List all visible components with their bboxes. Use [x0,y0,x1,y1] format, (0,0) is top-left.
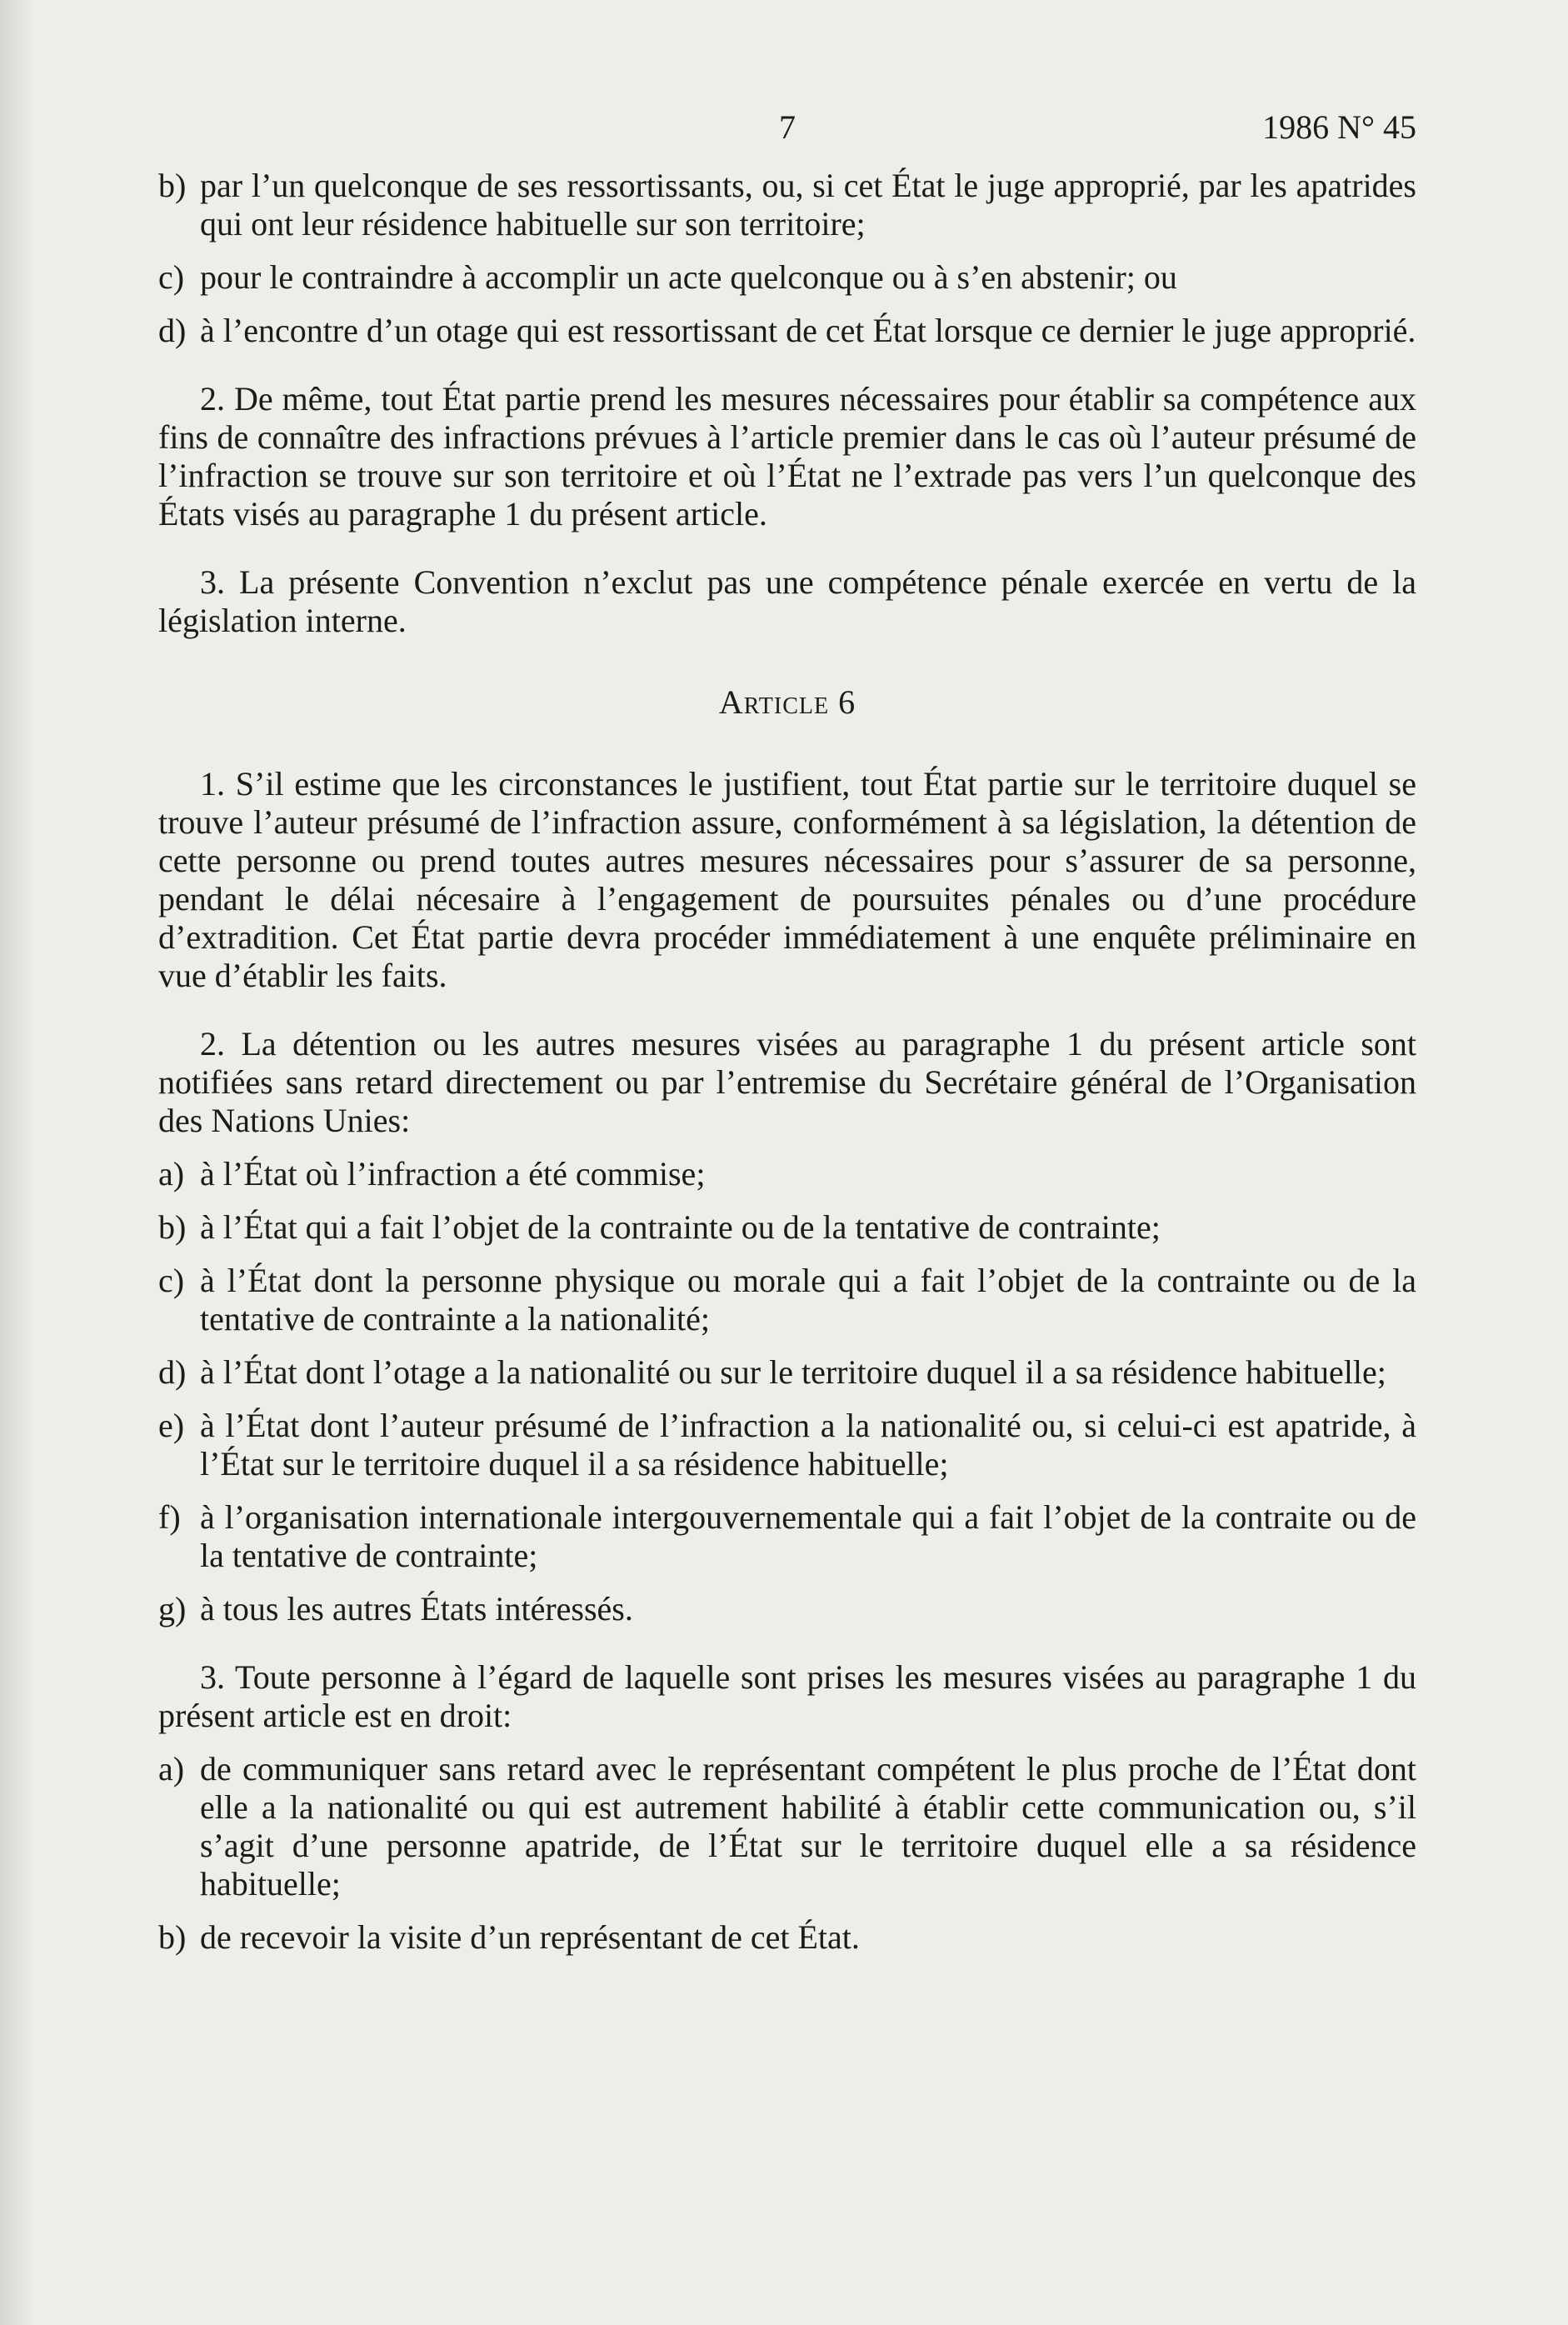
item-text: à l’organisation internationale intergouvernementale qui a fait l’objet de la contraite ou de la tentative de contrainte; [200,1498,1416,1574]
paragraph: 2. La détention ou les autres mesures visées au paragraphe 1 du présent article sont notifiées sans retard directement ou par l’entremise du Secrétaire général de l’Organisation des Nations Unies: [158,1025,1416,1139]
item-label: b) [158,1918,187,1956]
item-label: c) [158,258,185,296]
publication-number: 1986 N° 45 [1262,108,1416,146]
page-number: 7 [779,108,796,146]
item-label: a) [158,1155,185,1192]
list-item [158,1498,1416,1575]
list-item [158,1590,1416,1628]
item-label: f) [158,1498,181,1536]
item-text: à l’encontre d’un otage qui est ressortissant de cet État lorsque ce dernier le juge approprié. [200,312,1416,349]
item-label: d) [158,1353,187,1391]
item-text: pour le contraindre à accomplir un acte quelconque ou à s’en abstenir; ou [200,258,1177,296]
paragraph: 3. La présente Convention n’exclut pas une compétence pénale exercée en vertu de la législation interne. [158,563,1416,639]
list-item [158,1918,1416,1957]
item-label: c) [158,1262,185,1299]
item-label: b) [158,1208,187,1246]
page-header [158,100,1416,167]
paragraph: 1. S’il estime que les circonstances le justifient, tout État partie sur le territoire duquel se trouve l’auteur présumé de l’infraction assure, conformément à sa législation, la détention de cette personne ou prend toutes autres mesures nécessaires pour s’assurer de sa personne, pendant le délai nécesaire à l’engagement de poursuites pénales ou d’une procédure d’extradition. Cet État partie devra procéder immédiatement à une enquête préliminaire en vue d’établir les faits. [158,765,1416,994]
item-label: g) [158,1590,187,1628]
item-text: à tous les autres États intéressés. [200,1590,633,1628]
item-text: à l’État dont l’otage a la nationalité ou sur le territoire duquel il a sa résidence habituelle; [200,1353,1386,1391]
item-label: d) [158,312,187,349]
list-item [158,1208,1416,1247]
item-text: à l’État qui a fait l’objet de la contrainte ou de la tentative de contrainte; [200,1208,1161,1246]
item-text: à l’État où l’infraction a été commise; [200,1155,706,1192]
page-binding-edge [0,0,33,2325]
item-text: à l’État dont l’auteur présumé de l’infraction a la nationalité ou, si celui-ci est apatride, à l’État sur le territoire duquel il a sa résidence habituelle; [200,1407,1416,1482]
list-item [158,312,1416,350]
item-label: a) [158,1750,185,1788]
paragraph: 2. De même, tout État partie prend les mesures nécessaires pour établir sa compétence aux fins de connaître des infractions prévues à l’article premier dans le cas où l’auteur présumé de l’infraction se trouve sur son territoire et où l’État ne l’extrade pas vers l’un quelconque des États visés au paragraphe 1 du présent article. [158,380,1416,532]
list-item [158,1155,1416,1193]
item-label: e) [158,1407,185,1444]
list-item [158,1750,1416,1903]
item-text: de recevoir la visite d’un représentant de cet État. [200,1918,860,1956]
article-heading: Article 6 [718,683,856,721]
item-text: de communiquer sans retard avec le représentant compétent le plus proche de l’État dont elle a la nationalité ou qui est autrement habilité à établir cette communication ou, s’il s’agit d’une personne apatride, de l’État sur le territoire duquel elle a sa résidence habituelle; [200,1750,1416,1902]
list-item [158,1262,1416,1338]
item-label: b) [158,167,187,204]
list-item [158,1407,1416,1483]
item-text: à l’État dont la personne physique ou morale qui a fait l’objet de la contrainte ou de la tentative de contrainte a la nationalité; [200,1262,1416,1338]
list-item [158,258,1416,297]
list-item [158,167,1416,243]
text-column [158,100,1416,1957]
paragraph: 3. Toute personne à l’égard de laquelle sont prises les mesures visées au paragraphe 1 du présent article est en droit: [158,1658,1416,1734]
list-item [158,1353,1416,1392]
item-text: par l’un quelconque de ses ressortissants, ou, si cet État le juge approprié, par les apatrides qui ont leur résidence habituelle sur son territoire; [200,167,1416,242]
